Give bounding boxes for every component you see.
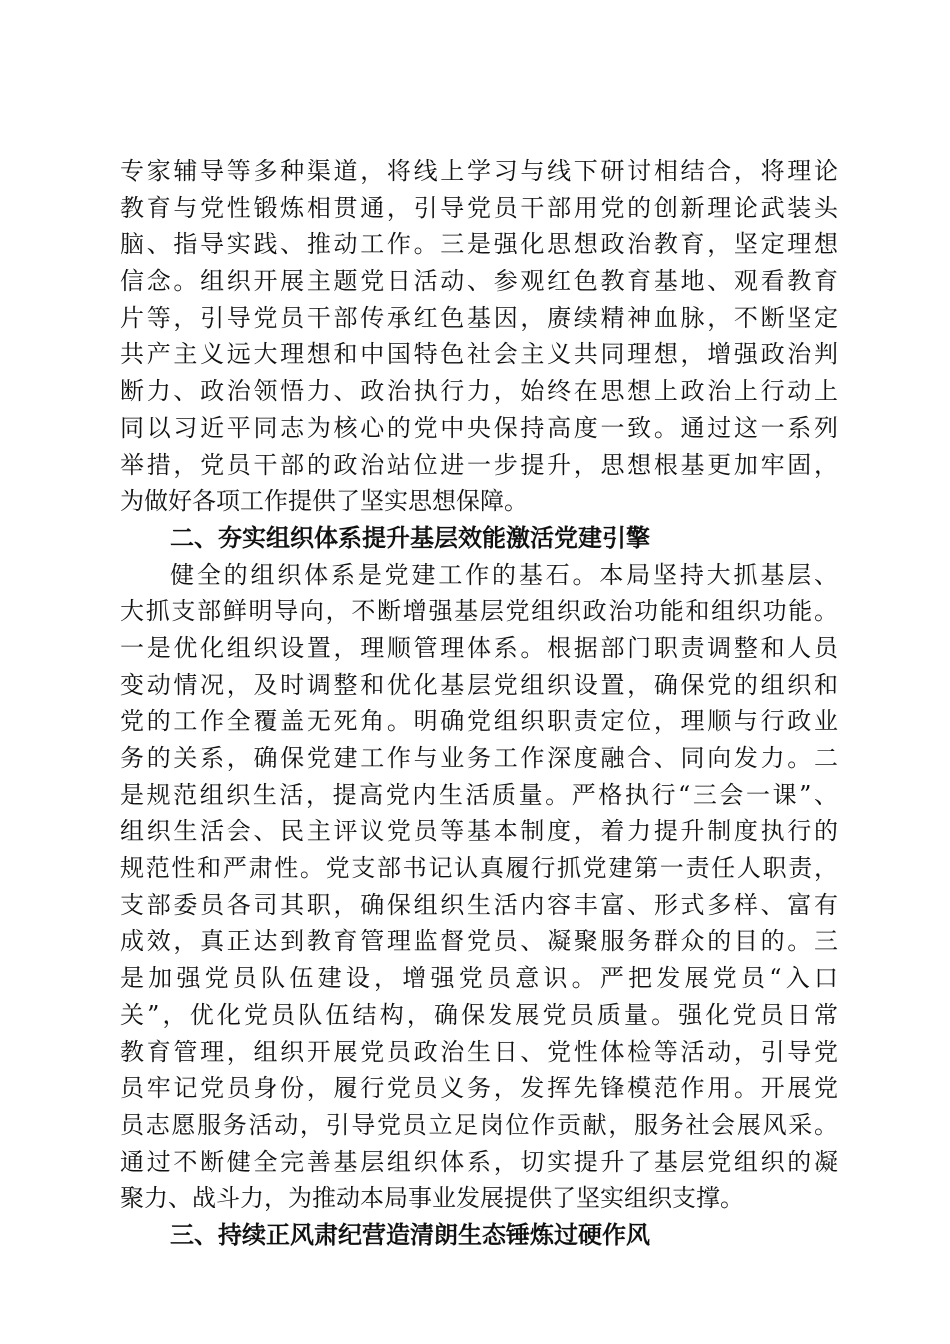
text-line: 举措，党员干部的政治站位进一步提升，思想根基更加牢固，	[120, 450, 838, 479]
text-line: 是规范组织生活，提高党内生活质量。严格执行“三会一课”、	[120, 780, 838, 809]
text-line: 组织生活会、民主评议党员等基本制度，着力提升制度执行的	[120, 817, 838, 846]
paragraph-1	[120, 153, 838, 520]
text-line: 专家辅导等多种渠道，将线上学习与线下研讨相结合，将理论	[120, 157, 838, 185]
text-line: 聚力、战斗力，为推动本局事业发展提供了坚实组织支撑。	[120, 1184, 744, 1213]
document-body	[120, 153, 838, 1254]
text-line: 党的工作全覆盖无死角。明确党组织职责定位，理顺与行政业	[120, 707, 838, 736]
text-line: 为做好各项工作提供了坚实思想保障。	[120, 487, 528, 516]
text-line: 共产主义远大理想和中国特色社会主义共同理想，增强政治判	[120, 340, 838, 369]
section-heading-2: 二、夯实组织体系提升基层效能激活党建引擎	[170, 523, 650, 552]
text-line: 变动情况，及时调整和优化基层党组织设置，确保党的组织和	[120, 670, 838, 699]
text-line: 同以习近平同志为核心的党中央保持高度一致。通过这一系列	[120, 413, 838, 442]
text-line: 关”，优化党员队伍结构，确保发展党员质量。强化党员日常	[120, 1000, 838, 1029]
text-line: 片等，引导党员干部传承红色基因，赓续精神血脉，不断坚定	[120, 303, 838, 332]
section-heading-3: 三、持续正风肃纪营造清朗生态锤炼过硬作风	[170, 1220, 650, 1249]
text-line: 断力、政治领悟力、政治执行力，始终在思想上政治上行动上	[120, 377, 838, 406]
text-line: 务的关系，确保党建工作与业务工作深度融合、同向发力。二	[120, 744, 838, 772]
text-line: 是加强党员队伍建设，增强党员意识。严把发展党员“入口	[120, 964, 838, 993]
text-line: 员牢记党员身份，履行党员义务，发挥先锋模范作用。开展党	[120, 1074, 838, 1103]
text-line: 教育管理，组织开展党员政治生日、党性体检等活动，引导党	[120, 1037, 838, 1066]
paragraph-2	[120, 557, 838, 1217]
text-line: 员志愿服务活动，引导党员立足岗位作贡献，服务社会展风采。	[120, 1110, 838, 1139]
text-line: 支部委员各司其职，确保组织生活内容丰富、形式多样、富有	[120, 890, 838, 919]
text-line: 教育与党性锻炼相贯通，引导党员干部用党的创新理论武装头	[120, 193, 838, 222]
text-line: 大抓支部鲜明导向，不断增强基层党组织政治功能和组织功能。	[120, 597, 838, 626]
text-line: 成效，真正达到教育管理监督党员、凝聚服务群众的目的。三	[120, 927, 838, 956]
text-line: 信念。组织开展主题党日活动、参观红色教育基地、观看教育	[120, 267, 838, 296]
text-line: 通过不断健全完善基层组织体系，切实提升了基层党组织的凝	[120, 1147, 838, 1176]
text-line: 健全的组织体系是党建工作的基石。本局坚持大抓基层、	[170, 560, 838, 589]
text-line: 规范性和严肃性。党支部书记认真履行抓党建第一责任人职责，	[120, 854, 838, 883]
text-line: 一是优化组织设置，理顺管理体系。根据部门职责调整和人员	[120, 633, 838, 662]
text-line: 脑、指导实践、推动工作。三是强化思想政治教育，坚定理想	[120, 230, 838, 259]
